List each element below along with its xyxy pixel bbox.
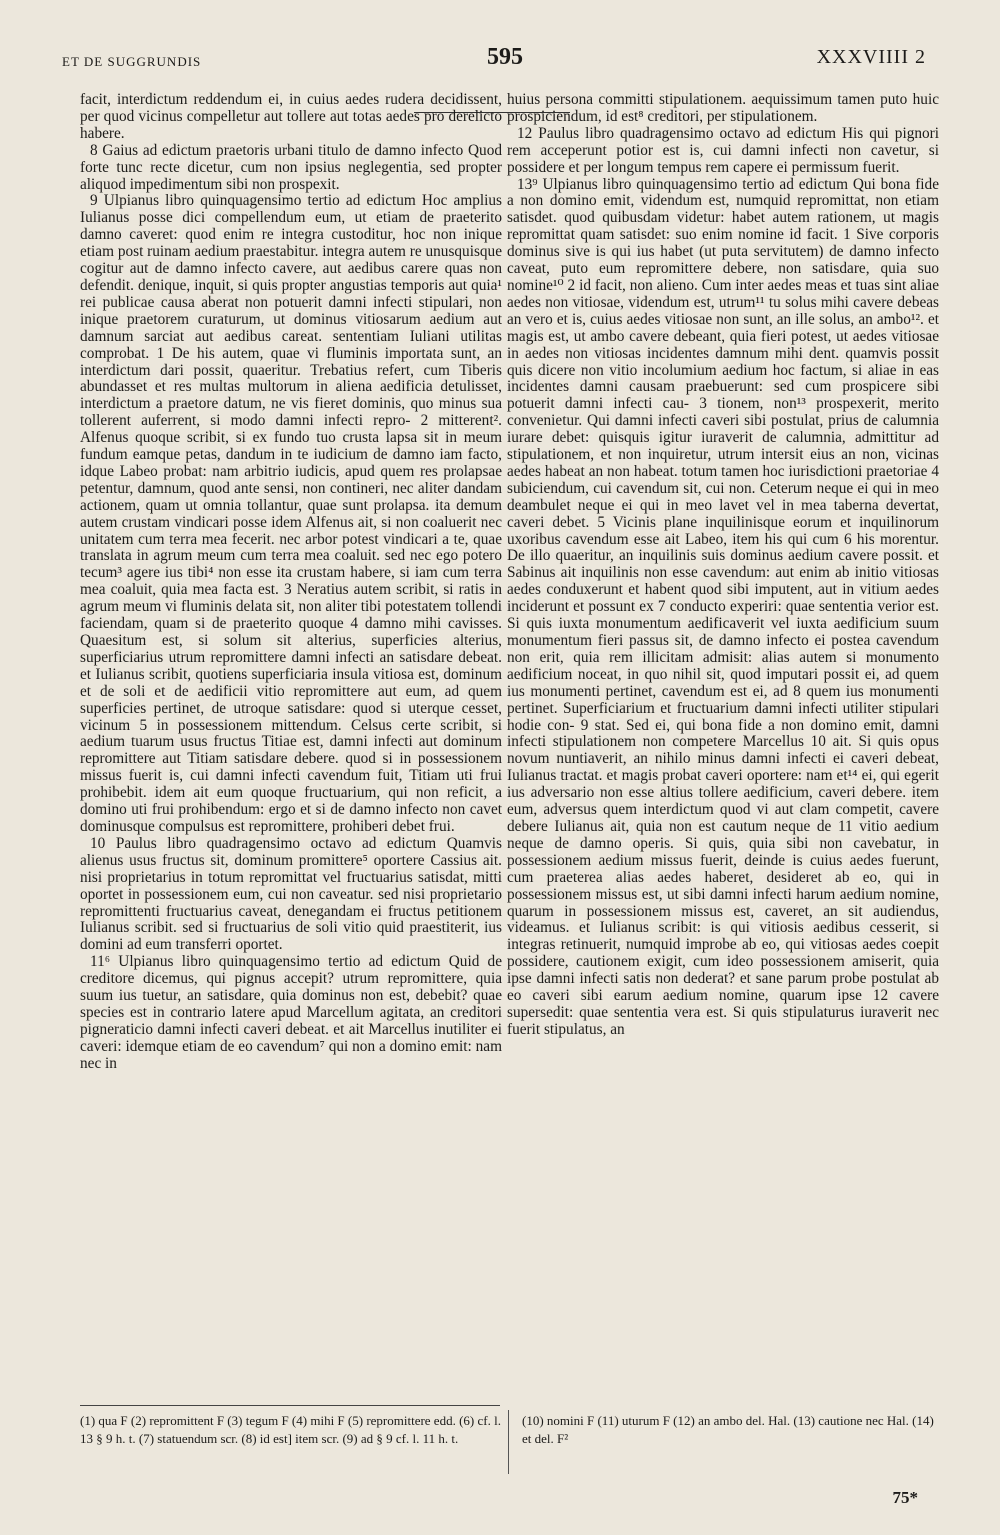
running-title: ET DE SUGGRUNDIS xyxy=(62,54,202,69)
page-number: 595 xyxy=(487,44,523,70)
footnote-column-divider xyxy=(508,1410,509,1474)
paragraph: 9 Ulpianus libro quinquagensimo tertio ad edictum Hoc amplius Iulianus posse dici compellendum eum, ut etiam de praeterito damno caveret: quod enim re integra custoditur, hoc non inique etiam post ruinam aedium praestabitur. integra autem re unusquisque cogitur aut de damno infecto cavere, aut aedibus carere quas non defendit. denique, inquit, si quis propter angustias temporis aut quia¹ rei publicae causa aberat non potuerit damni infecti stipulari, non inique praetorem curaturum, ut dominus vitiosarum aedium aut damnum sarciat aut aedibus careat. sententiam Iuliani utilitas comprobat. 1 De his autem, quae vi fluminis importata sunt, an interdictum dari possit, quaeritur. Trebatius refert, cum Tiberis abundasset et res multas multorum in aliena aedificia detulisset, interdictum a praetore datum, ne vis fieret dominis, quo minus sua tollerent auferrent, si modo damni infecti repro- 2 mitterent². Alfenus quoque scribit, si ex fundo tuo crusta lapsa sit in meum fundum eamque petas, dandum in te iudicium de damno iam facto, idque Labeo probat: nam arbitrio iudicis, apud quem res prolapsae petentur, damnum, quod ante sensi, non contineri, nec aliter dandam actionem, quam ut omnia tollantur, quae sunt prolapsa. ita demum autem crustam vindicari posse idem Alfenus ait, si non coaluerit nec unitatem cum terra mea fecerit. nec arbor potest vindicari a te, quae translata in agrum meum cum terra mea coaluit. sed nec ego potero tecum³ agere ius tibi⁴ non esse ita crustam habere, si iam cum terra mea coaluit, quia mea facta est. 3 Neratius autem scribit, si ratis in agrum meum vi fluminis delata sit, non aliter tibi potestatem tollendi faciendam, quam si de praeterito quoque 4 damno mihi cavisses. Quaesitum est, si solum sit alterius, superficies alterius, superficiarius utrum repromittere damni infecti an satisdare debeat. et Iulianus scribit, quotiens superficiaria insula vitiosa est, dominum et de soli et de aedificii vitio repromittere aut eum, ad quem superficies pertinet, de utroque satisdare: quod si uterque cesset, vicinum 5 in possessionem mittendum. Celsus certe scribit, si aedium tuarum usus fructus Titiae est, damni infecti aut dominum repromittere aut Titiam satisdare debere. quod si in possessionem missus fuerit is, cui damni infecti cavendum fuit, Titiam uti frui prohibebit. idem ait eum quoque fructuarium, qui non reficit, a domino uti frui prohibendum: ergo et si de damno infecto non cavet dominusque compulsus est repromittere, prohiberi debet frui. xyxy=(80,192,502,835)
footnote-rule xyxy=(80,1405,500,1406)
running-header xyxy=(0,44,1000,80)
paragraph: 11⁶ Ulpianus libro quinquagensimo tertio ad edictum Quid de creditore dicemus, qui pignus accepit? utrum repromittere, quia suum ius tuetur, an satisdare, quia dominus non est, debebit? quae species est in contrario latere apud Marcellum agitata, an creditori pigneraticio damni infecti caveri debeat. et ait Marcellus inutiliter ei caveri: idemque etiam de eo cavendum⁷ qui non a domino emit: nam nec in xyxy=(80,953,502,1072)
paragraph: facit, interdictum reddendum ei, in cuius aedes rudera decidissent, per quod vicinus compelletur aut tollere aut totas aedes pro derelicto habere. xyxy=(80,91,502,142)
book-title-number: XXXVIIII 2 xyxy=(816,46,926,68)
paragraph: 13⁹ Ulpianus libro quinquagensimo tertio ad edictum Qui bona fide a non domino emit, videndum est, numquid repromittat, non etiam satisdet. quod quibusdam videtur: habet autem rationem, ut magis repromittat quam satisdet: suo enim nomine id facit. 1 Sive corporis dominus sive is qui ius habet (ut puta servitutem) de damno infecto caveat, puto eum repromittere debere, non satisdare, quia suo nomine¹⁰ 2 id facit, non alieno. Cum inter aedes meas et tuas sint aliae aedes non vitiosae, videndum est, utrum¹¹ tu solus mihi cavere debeas an vero et is, cuius aedes vitiosae non sunt, an ille solus, an ambo¹². et magis est, ut ambo cavere debeant, quia fieri potest, ut aedes vitiosae in aedes non vitiosas incidentes damnum mihi dent. quamvis possit quis dicere non vitio incolumium aedium hoc factum, si aliae in eas incidentes damni causam praebuerunt: sed cum prospicere sibi potuerit damni infecti cau- 3 tionem, non¹³ prospexerit, merito convenietur. Qui damni infecti caveri sibi postulat, prius de calumnia iurare debet: quisquis igitur iuraverit de calumnia, admittitur ad stipulationem, et non inquiretur, utrum intersit eius an non, vicinas aedes habeat an non habeat. totum tamen hoc iurisdictioni praetoriae 4 subiciendum, cui cavendum sit, cui non. Ceterum neque ei qui in meo deambulet neque ei qui in meo lavet vel in mea taberna devertat, caveri debet. 5 Vicinis plane inquilinisque eorum et inquilinorum uxoribus cavendum esse ait Labeo, item his qui cum 6 his morentur. De illo quaeritur, an inquilinis suis dominus aedium cavere possit. et Sabinus ait inquilinis non esse cavendum: aut enim ab initio vitiosas aedes conduxerunt et habent quod sibi imputent, aut in vitium aedes inciderunt et possunt ex 7 conducto experiri: quae sententia verior est. Si quis iuxta monumentum aedificaverit vel iuxta aedificium suum monumentum fieri passus sit, de damno infecto ei postea cavendum non erit, quia rem illicitam admisit: alias autem si monumento aedificium noceat, in quo nihil sit, quod imputari possit ei, ad quem ius monumenti pertinet, cavendum est ei, ad 8 quem ius monumenti pertinet. Superficiarium et fructuarium damni infecti utiliter stipulari hodie con- 9 stat. Sed ei, qui bona fide a non domino emit, damni infecti stipulationem non competere Marcellus 10 ait. Si quis opus novum nuntiaverit, an nihilo minus damni infecti ei caveri debeat, Iulianus tractat. et magis probat caveri oportere: nam et¹⁴ ei, qui egerit ius adversario non esse altius tollere aedificium, caveri debere. item eum, adversus quem interdictum quod vi aut clam competit, cavere debere Iulianus ait, quia non est cautum neque de 11 vitio aedium neque de damno operis. Si quis, quia sibi non cavebatur, in possessionem aedium missus fuerit, deinde is cuius aedes fuerunt, cum praeterea alias aedes haberet, desideret ab eo, qui in possessionem missus est, ut sibi damni infecti harum aedium nomine, quarum in possessionem missus est, caveret, an sit audiendus, videamus. et Iulianus scribit: is qui vitiosis aedibus cesserit, si integras retinuerit, numquid improbe ab eo, qui vitiosas aedes coepit possidere, cautionem exigit, cum ideo possessionem amiserit, quia ipse damni infecti satis non dederat? et sane parum probe postulat ab eo caveri sibi earum aedium nomine, quarum ipse 12 cavere supersedit: quae sententia vera est. Si quis stipulaturus iuraverit nec fuerit stipulatus, an xyxy=(507,175,939,1038)
footnotes-left: (1) qua F (2) repromittent F (3) tegum F (4) mihi F (5) repromittere edd. (6) cf. l. 13 § 9 h. t. (7) statuendum scr. (8) id est] item scr. (9) ad § 9 cf. l. 11 h. t. xyxy=(80,1413,501,1446)
right-text-column xyxy=(507,92,939,1039)
paragraph: 8 Gaius ad edictum praetoris urbani titulo de damno infecto Quod forte tunc recte dicetur, cum non ipsius neglegentia, sed propter aliquod impedimentum sibi non prospexit. xyxy=(80,141,502,193)
paragraph: huius persona committi stipulationem. aequissimum tamen puto huic prospiciendum, id est⁸ creditori, per stipulationem. xyxy=(507,91,939,125)
signature-mark: 75* xyxy=(892,1488,918,1507)
footnotes-right: (10) nomini F (11) uturum F (12) an ambo del. Hal. (13) cautione nec Hal. (14) et del. F² xyxy=(522,1413,934,1446)
left-text-column xyxy=(80,92,502,1073)
paragraph: 10 Paulus libro quadragensimo octavo ad edictum Quamvis alienus usus fructus sit, dominum promittere⁵ oportere Cassius ait. nisi proprietarius in totum repromittat vel fructuarius satisdat, mitti oportet in possessionem eum, cui non caveatur. sed nisi proprietario repromittenti fructuarius caveat, denegandam ei fructus petitionem Iulianus scribit. sed si fructuarius de soli vitio quid praestiterit, ius domini ad eum transferri oportet. xyxy=(80,834,502,954)
paragraph: 12 Paulus libro quadragensimo octavo ad edictum His qui pignori rem acceperunt potior est is, cui damni infecti non cavetur, si possidere et per longum tempus rem capere ei permissum fuerit. xyxy=(507,124,939,176)
